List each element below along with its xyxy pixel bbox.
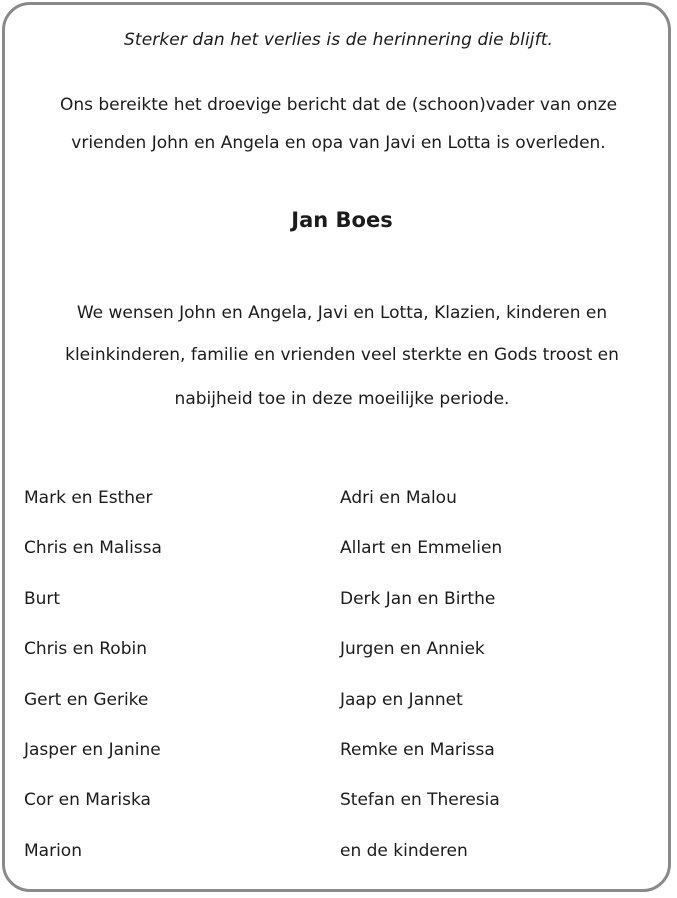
signatory-row — [24, 636, 664, 686]
intro-paragraph — [0, 86, 677, 162]
signatory-right: Allart en Emmelien — [340, 538, 503, 559]
signatory-left: Mark en Esther — [24, 488, 153, 508]
signatory-left: Marion — [24, 840, 82, 861]
signatory-right: Jaap en Jannet — [340, 689, 463, 710]
signatory-left: Chris en Robin — [24, 639, 147, 660]
signatory-row — [24, 737, 664, 787]
signatory-left: Gert en Gerike — [24, 689, 149, 710]
wish-paragraph — [0, 292, 677, 420]
deceased-name: Jan Boes — [291, 208, 393, 232]
signatory-row — [24, 586, 664, 636]
wish-line: kleinkinderen, familie en vrienden veel sterkte en Gods troost en — [65, 345, 619, 365]
intro-line: vrienden John en Angela en opa van Javi en Lotta is overleden. — [71, 133, 606, 153]
signatory-row — [24, 838, 664, 888]
motto: Sterker dan het verlies is de herinnering die blijft. — [124, 30, 553, 50]
signatory-left: Burt — [24, 588, 61, 609]
signatory-row — [24, 485, 664, 535]
signatory-right: Jurgen en Anniek — [340, 639, 485, 660]
signatory-left: Jasper en Janine — [24, 739, 161, 760]
signatory-left: Chris en Malissa — [24, 538, 162, 559]
signatories-list — [24, 485, 664, 888]
signatory-left: Cor en Mariska — [24, 790, 151, 811]
wish-line: nabijheid toe in deze moeilijke periode. — [174, 389, 510, 409]
signatory-right: Stefan en Theresia — [340, 790, 500, 811]
signatory-row — [24, 687, 664, 737]
signatory-row — [24, 787, 664, 837]
signatory-right: en de kinderen — [340, 840, 468, 861]
signatory-right: Derk Jan en Birthe — [340, 588, 496, 609]
signatory-row — [24, 535, 664, 585]
intro-line: Ons bereikte het droevige bericht dat de (schoon)vader van onze — [59, 95, 618, 115]
wish-line: We wensen John en Angela, Javi en Lotta, Klazien, kinderen en — [76, 303, 608, 323]
signatory-right: Remke en Marissa — [340, 739, 495, 760]
signatory-right: Adri en Malou — [340, 488, 457, 508]
